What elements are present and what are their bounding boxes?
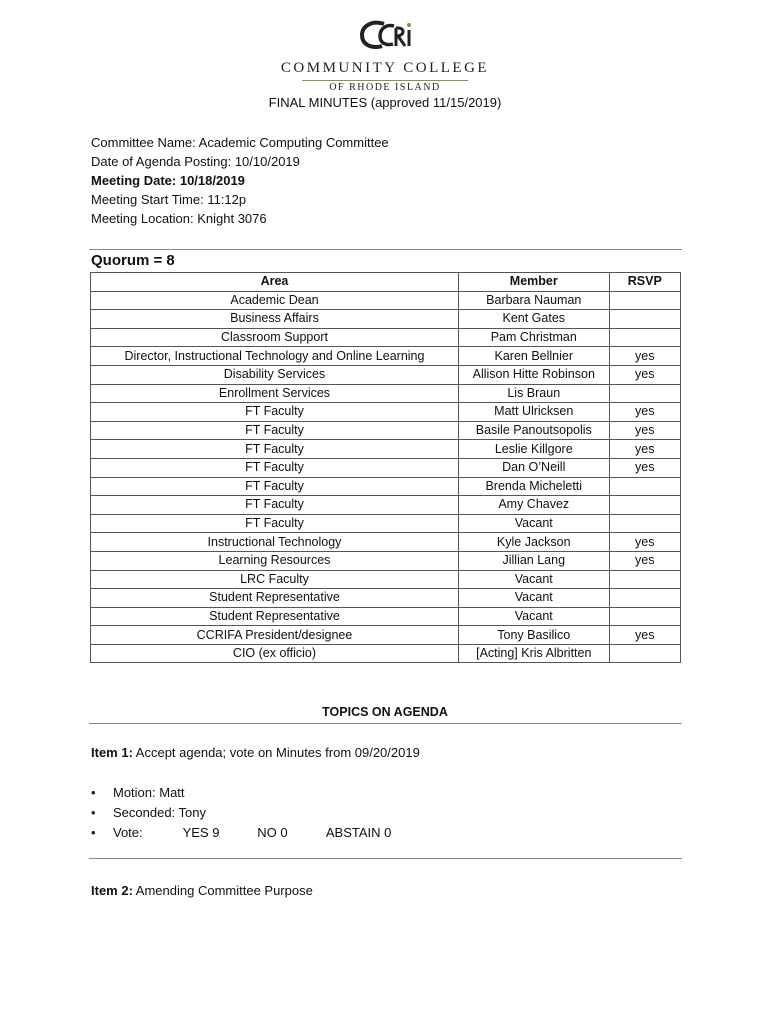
- bullet-icon: •: [91, 825, 96, 840]
- table-row: [91, 514, 681, 533]
- vote-label: Vote:: [113, 825, 143, 840]
- area-cell: FT Faculty: [91, 421, 459, 440]
- logo-rule: [302, 80, 468, 81]
- table-row: [91, 551, 681, 570]
- table-row: [91, 626, 681, 645]
- area-cell: FT Faculty: [91, 496, 459, 515]
- area-cell: LRC Faculty: [91, 570, 459, 589]
- document-title: FINAL MINUTES (approved 11/15/2019): [268, 95, 502, 110]
- agenda-item-2: [91, 883, 313, 898]
- member-cell: Vacant: [458, 607, 609, 626]
- member-cell: Vacant: [458, 589, 609, 608]
- column-header-member: Member: [458, 273, 609, 292]
- rsvp-cell: yes: [609, 551, 680, 570]
- rsvp-cell: yes: [609, 347, 680, 366]
- member-cell: Karen Bellnier: [458, 347, 609, 366]
- divider: [89, 723, 682, 724]
- rsvp-cell: [609, 384, 680, 403]
- member-cell: Vacant: [458, 514, 609, 533]
- member-cell: Dan O’Neill: [458, 458, 609, 477]
- member-cell: Kyle Jackson: [458, 533, 609, 552]
- quorum-heading: Quorum = 8: [91, 252, 175, 269]
- agenda-posting-date: Date of Agenda Posting: 10/10/2019: [91, 154, 300, 169]
- area-cell: Academic Dean: [91, 291, 459, 310]
- column-header-area: Area: [91, 273, 459, 292]
- area-cell: CIO (ex officio): [91, 644, 459, 663]
- member-cell: Allison Hitte Robinson: [458, 365, 609, 384]
- agenda-item-2-text: Amending Committee Purpose: [132, 883, 313, 898]
- area-cell: Student Representative: [91, 607, 459, 626]
- table-row: [91, 328, 681, 347]
- area-cell: Instructional Technology: [91, 533, 459, 552]
- meeting-date: Meeting Date: 10/18/2019: [91, 173, 245, 188]
- divider: [89, 858, 682, 859]
- rsvp-cell: yes: [609, 421, 680, 440]
- area-cell: FT Faculty: [91, 458, 459, 477]
- vote-details: [91, 783, 391, 843]
- rsvp-cell: [609, 496, 680, 515]
- rsvp-cell: [609, 607, 680, 626]
- member-cell: Amy Chavez: [458, 496, 609, 515]
- divider: [89, 249, 682, 250]
- bullet-icon: •: [91, 805, 96, 820]
- area-cell: Classroom Support: [91, 328, 459, 347]
- bullet-icon: •: [91, 785, 96, 800]
- area-cell: Student Representative: [91, 589, 459, 608]
- member-cell: Tony Basilico: [458, 626, 609, 645]
- rsvp-cell: yes: [609, 440, 680, 459]
- rsvp-cell: [609, 570, 680, 589]
- member-cell: Matt Ulricksen: [458, 403, 609, 422]
- table-row: [91, 384, 681, 403]
- table-row: [91, 570, 681, 589]
- logo-college-name: COMMUNITY COLLEGE: [280, 60, 490, 76]
- rsvp-cell: yes: [609, 403, 680, 422]
- table-row: [91, 607, 681, 626]
- agenda-item-1-label: Item 1:: [91, 745, 133, 760]
- agenda-item-1: [91, 745, 420, 760]
- table-row: [91, 458, 681, 477]
- meeting-details: [91, 133, 389, 228]
- table-row: [91, 291, 681, 310]
- table-row: [91, 365, 681, 384]
- table-row: [91, 440, 681, 459]
- area-cell: Enrollment Services: [91, 384, 459, 403]
- area-cell: Learning Resources: [91, 551, 459, 570]
- table-header-row: [91, 273, 681, 292]
- column-header-rsvp: RSVP: [609, 273, 680, 292]
- seconded-text: Seconded: Tony: [113, 805, 206, 820]
- rsvp-cell: yes: [609, 458, 680, 477]
- rsvp-cell: yes: [609, 533, 680, 552]
- member-cell: Lis Braun: [458, 384, 609, 403]
- vote-abstain: ABSTAIN 0: [325, 825, 392, 840]
- agenda-item-2-label: Item 2:: [91, 883, 133, 898]
- member-cell: Jillian Lang: [458, 551, 609, 570]
- ccri-logo-mark-icon: [358, 18, 414, 52]
- rsvp-cell: yes: [609, 365, 680, 384]
- table-row: [91, 477, 681, 496]
- member-cell: Basile Panoutsopolis: [458, 421, 609, 440]
- area-cell: FT Faculty: [91, 477, 459, 496]
- table-row: [91, 644, 681, 663]
- table-row: [91, 496, 681, 515]
- list-item: [91, 823, 391, 843]
- list-item: [91, 783, 391, 803]
- motion-text: Motion: Matt: [113, 785, 185, 800]
- rsvp-cell: [609, 644, 680, 663]
- members-table: [90, 272, 681, 663]
- area-cell: FT Faculty: [91, 440, 459, 459]
- meeting-location: Meeting Location: Knight 3076: [91, 211, 267, 226]
- rsvp-cell: [609, 291, 680, 310]
- member-cell: Kent Gates: [458, 310, 609, 329]
- table-row: [91, 347, 681, 366]
- logo-state-name: OF RHODE ISLAND: [329, 82, 441, 93]
- rsvp-cell: [609, 328, 680, 347]
- area-cell: FT Faculty: [91, 514, 459, 533]
- committee-name: Committee Name: Academic Computing Committee: [91, 135, 389, 150]
- rsvp-cell: [609, 477, 680, 496]
- vote-yes: YES 9: [182, 825, 220, 840]
- meeting-start-time: Meeting Start Time: 11:12p: [91, 192, 247, 207]
- member-cell: Vacant: [458, 570, 609, 589]
- rsvp-cell: [609, 310, 680, 329]
- list-item: [91, 803, 391, 823]
- table-row: [91, 421, 681, 440]
- rsvp-cell: [609, 589, 680, 608]
- member-cell: Leslie Killgore: [458, 440, 609, 459]
- member-cell: Barbara Nauman: [458, 291, 609, 310]
- area-cell: Disability Services: [91, 365, 459, 384]
- college-logo: [280, 14, 490, 94]
- table-row: [91, 403, 681, 422]
- table-row: [91, 310, 681, 329]
- table-row: [91, 533, 681, 552]
- rsvp-cell: [609, 514, 680, 533]
- topics-heading: TOPICS ON AGENDA: [322, 705, 448, 719]
- area-cell: Business Affairs: [91, 310, 459, 329]
- member-cell: Brenda Micheletti: [458, 477, 609, 496]
- rsvp-cell: yes: [609, 626, 680, 645]
- area-cell: FT Faculty: [91, 403, 459, 422]
- member-cell: Pam Christman: [458, 328, 609, 347]
- member-cell: [Acting] Kris Albritten: [458, 644, 609, 663]
- agenda-item-1-text: Accept agenda; vote on Minutes from 09/20/2019: [132, 745, 420, 760]
- table-row: [91, 589, 681, 608]
- area-cell: Director, Instructional Technology and Online Learning: [91, 347, 459, 366]
- vote-no: NO 0: [257, 825, 288, 840]
- area-cell: CCRIFA President/designee: [91, 626, 459, 645]
